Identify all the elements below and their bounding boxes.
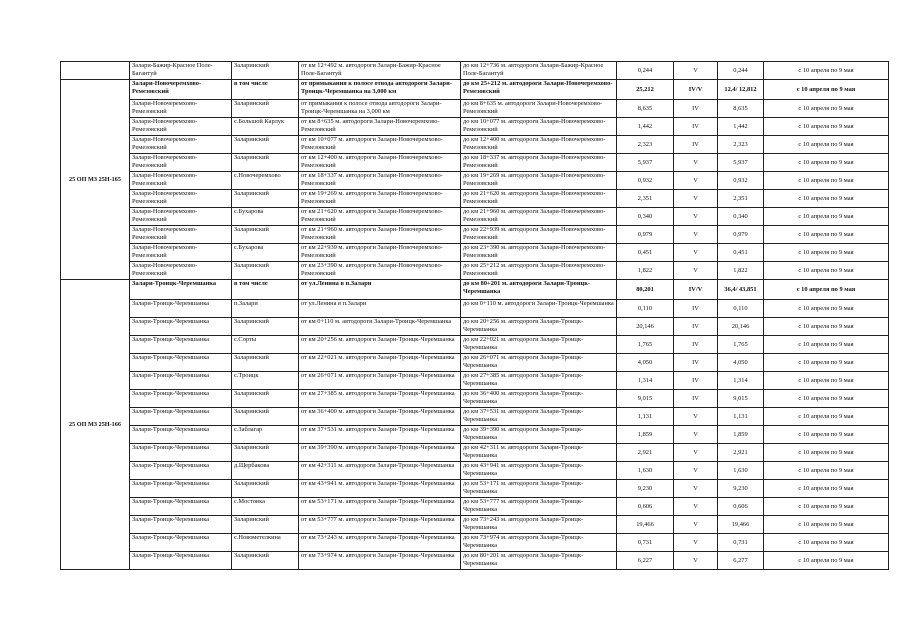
road-name-cell: Залари-Новочеремхово-Ремезовский xyxy=(130,118,232,136)
length-cell: 1,442 xyxy=(617,118,674,136)
category-length-cell: 0,244 xyxy=(718,62,764,80)
district-cell: Заларинский xyxy=(232,226,299,244)
category-cell: V xyxy=(674,244,718,262)
road-name-cell: Залари-Новочеремхово-Ремезовский xyxy=(130,100,232,118)
road-code-cell xyxy=(61,62,130,80)
category-cell: V xyxy=(674,62,718,80)
restriction-period-cell: с 10 апреля по 9 мая xyxy=(764,262,889,280)
segment-end-cell: до км 12+400 м. автодороги Залари-Новочеремхово-Ремезовский xyxy=(461,136,617,154)
category-cell: IV xyxy=(674,372,718,390)
road-name-cell: Залари-Троицк-Черемшанка xyxy=(130,336,232,354)
district-cell: Заларинский xyxy=(232,262,299,280)
table-row xyxy=(61,498,889,516)
length-cell: 0,244 xyxy=(617,62,674,80)
table-row xyxy=(61,516,889,534)
category-cell: V xyxy=(674,262,718,280)
length-cell: 1,765 xyxy=(617,336,674,354)
length-cell: 4,050 xyxy=(617,354,674,372)
category-cell: V xyxy=(674,534,718,552)
category-cell: IV xyxy=(674,318,718,336)
length-cell: 19,466 xyxy=(617,516,674,534)
segment-end-cell: до км 43+941 м. автодороги Залари-Троицк-Черемшанка xyxy=(461,462,617,480)
road-code-cell: 25 ОП МЗ 25Н-165 xyxy=(61,80,130,280)
category-length-cell: 8,635 xyxy=(718,100,764,118)
length-cell: 5,937 xyxy=(617,154,674,172)
segment-start-cell: от примыкания к полосе отвода автодороги Залари-Троицк-Черемшанка на 3,000 км xyxy=(299,80,461,100)
segment-end-cell: до км 80+201 м. автодороги Залари-Троицк-Черемшанка xyxy=(461,552,617,570)
table-row xyxy=(61,480,889,498)
length-cell: 80,201 xyxy=(617,280,674,300)
restriction-period-cell: с 10 апреля по 9 мая xyxy=(764,62,889,80)
road-name-cell: Залари-Троицк-Черемшанка xyxy=(130,408,232,426)
road-name-cell: Залари-Троицк-Черемшанка xyxy=(130,354,232,372)
segment-start-cell: от ул.Ленина в п.Залари xyxy=(299,280,461,300)
length-cell: 0,451 xyxy=(617,244,674,262)
category-length-cell: 1,630 xyxy=(718,462,764,480)
road-name-cell: Залари-Троицк-Черемшанка xyxy=(130,498,232,516)
segment-end-cell: до км 21+960 м. автодороги Залари-Новочеремхово-Ремезовский xyxy=(461,208,617,226)
table-row xyxy=(61,80,889,100)
category-length-cell: 5,937 xyxy=(718,154,764,172)
table-row xyxy=(61,462,889,480)
restriction-period-cell: с 10 апреля по 9 мая xyxy=(764,462,889,480)
district-cell: с.Заблагар xyxy=(232,426,299,444)
road-name-cell: Залари-Новочеремхово-Ремезовский xyxy=(130,154,232,172)
district-cell: Заларинский xyxy=(232,62,299,80)
restriction-period-cell: с 10 апреля по 9 мая xyxy=(764,498,889,516)
roads-table xyxy=(60,61,889,570)
segment-start-cell: от ул.Ленина в п.Залари xyxy=(299,300,461,318)
district-cell: Заларинский xyxy=(232,390,299,408)
segment-start-cell: от км 22+939 м. автодороги Залари-Новочеремхово-Ремезовский xyxy=(299,244,461,262)
restriction-period-cell: с 10 апреля по 9 мая xyxy=(764,154,889,172)
district-cell: с.Бухарова xyxy=(232,244,299,262)
restriction-period-cell: с 10 апреля по 9 мая xyxy=(764,534,889,552)
segment-end-cell: до км 39+390 м. автодороги Залари-Троицк-Черемшанка xyxy=(461,426,617,444)
restriction-period-cell: с 10 апреля по 9 мая xyxy=(764,516,889,534)
category-length-cell: 6,277 xyxy=(718,552,764,570)
district-cell: п.Залари xyxy=(232,300,299,318)
restriction-period-cell: с 10 апреля по 9 мая xyxy=(764,172,889,190)
road-name-cell: Залари-Новочеремхово-Ремезовский xyxy=(130,80,232,100)
segment-end-cell: до км 19+269 м. автодороги Залари-Новочеремхово-Ремезовский xyxy=(461,172,617,190)
segment-start-cell: от км 53+171 м. автодороги Залари-Троицк-Черемшанка xyxy=(299,498,461,516)
restriction-period-cell: с 10 апреля по 9 мая xyxy=(764,408,889,426)
length-cell: 8,635 xyxy=(617,100,674,118)
segment-end-cell: до км 37+531 м. автодороги Залари-Троицк-Черемшанка xyxy=(461,408,617,426)
segment-end-cell: до км 23+390 м. автодороги Залари-Новочеремхово-Ремезовский xyxy=(461,244,617,262)
category-length-cell: 1,442 xyxy=(718,118,764,136)
category-length-cell: 0,340 xyxy=(718,208,764,226)
district-cell: с.Большой Карлук xyxy=(232,118,299,136)
table-row xyxy=(61,444,889,462)
segment-start-cell: от км 12+492 м. автодороги Залари-Бажир-Красное Поле-Багантуй xyxy=(299,62,461,80)
segment-end-cell: до км 73+243 м. автодороги Залари-Троицк-Черемшанка xyxy=(461,516,617,534)
category-length-cell: 9,230 xyxy=(718,480,764,498)
district-cell: в том числе xyxy=(232,280,299,300)
table-row xyxy=(61,534,889,552)
category-length-cell: 1,314 xyxy=(718,372,764,390)
category-length-cell: 1,859 xyxy=(718,426,764,444)
district-cell: Заларинский xyxy=(232,190,299,208)
category-length-cell: 9,015 xyxy=(718,390,764,408)
category-cell: IV xyxy=(674,118,718,136)
district-cell: в том числе xyxy=(232,80,299,100)
district-cell: Заларинский xyxy=(232,136,299,154)
segment-start-cell: от км 73+243 м. автодороги Залари-Троицк-Черемшанка xyxy=(299,534,461,552)
district-cell: Заларинский xyxy=(232,408,299,426)
length-cell: 9,015 xyxy=(617,390,674,408)
road-name-cell: Залари-Новочеремхово-Ремезовский xyxy=(130,190,232,208)
restriction-period-cell: с 10 апреля по 9 мая xyxy=(764,318,889,336)
district-cell: Заларинский xyxy=(232,480,299,498)
restriction-period-cell: с 10 апреля по 9 мая xyxy=(764,336,889,354)
road-name-cell: Залари-Новочеремхово-Ремезовский xyxy=(130,262,232,280)
restriction-period-cell: с 10 апреля по 9 мая xyxy=(764,390,889,408)
category-cell: V xyxy=(674,498,718,516)
segment-start-cell: от км 26+071 м. автодороги Залари-Троицк-Черемшанка xyxy=(299,372,461,390)
district-cell: Заларинский xyxy=(232,552,299,570)
restriction-period-cell: с 10 апреля по 9 мая xyxy=(764,226,889,244)
category-length-cell: 2,921 xyxy=(718,444,764,462)
segment-start-cell: от примыкания к полосе отвода автодороги Залари-Троицк-Черемшанка на 3,000 км xyxy=(299,100,461,118)
length-cell: 0,979 xyxy=(617,226,674,244)
restriction-period-cell: с 10 апреля по 9 мая xyxy=(764,426,889,444)
segment-start-cell: от км 19+269 м. автодороги Залари-Новочеремхово-Ремезовский xyxy=(299,190,461,208)
segment-end-cell: до км 22+021 м. автодороги Залари-Троицк-Черемшанка xyxy=(461,336,617,354)
segment-end-cell: до км 25+212 м. автодороги Залари-Новочеремхово-Ремезовский xyxy=(461,80,617,100)
restriction-period-cell: с 10 апреля по 9 мая xyxy=(764,280,889,300)
restriction-period-cell: с 10 апреля по 9 мая xyxy=(764,480,889,498)
length-cell: 2,323 xyxy=(617,136,674,154)
district-cell: Заларинский xyxy=(232,154,299,172)
road-name-cell: Залари-Новочеремхово-Ремезовский xyxy=(130,172,232,190)
table-row xyxy=(61,244,889,262)
road-name-cell: Залари-Троицк-Черемшанка xyxy=(130,534,232,552)
segment-start-cell: от км 36+400 м. автодороги Залари-Троицк-Черемшанка xyxy=(299,408,461,426)
table-row xyxy=(61,354,889,372)
road-name-cell: Залари-Троицк-Черемшанка xyxy=(130,516,232,534)
category-length-cell: 36,4/ 43,851 xyxy=(718,280,764,300)
table-row xyxy=(61,426,889,444)
category-length-cell: 2,351 xyxy=(718,190,764,208)
length-cell: 1,630 xyxy=(617,462,674,480)
restriction-period-cell: с 10 апреля по 9 мая xyxy=(764,100,889,118)
segment-start-cell: от км 21+960 м. автодороги Залари-Новочеремхово-Ремезовский xyxy=(299,226,461,244)
district-cell: с.Новочеремхово xyxy=(232,172,299,190)
segment-start-cell: от км 23+390 м. автодороги Залари-Новочеремхово-Ремезовский xyxy=(299,262,461,280)
category-cell: V xyxy=(674,426,718,444)
segment-start-cell: от км 20+256 м. автодороги Залари-Троицк-Черемшанка xyxy=(299,336,461,354)
segment-end-cell: до км 20+256 м. автодороги Залари-Троицк-Черемшанка xyxy=(461,318,617,336)
table-row xyxy=(61,190,889,208)
segment-end-cell: до км 0+110 м. автодороги Залари-Троицк-Черемшанка xyxy=(461,300,617,318)
length-cell: 25,212 xyxy=(617,80,674,100)
segment-start-cell: от км 73+974 м. автодороги Залари-Троицк-Черемшанка xyxy=(299,552,461,570)
restriction-period-cell: с 10 апреля по 9 мая xyxy=(764,208,889,226)
road-name-cell: Залари-Троицк-Черемшанка xyxy=(130,444,232,462)
length-cell: 0,606 xyxy=(617,498,674,516)
table-row xyxy=(61,208,889,226)
table-row xyxy=(61,372,889,390)
segment-start-cell: от км 43+941 м. автодороги Залари-Троицк-Черемшанка xyxy=(299,480,461,498)
segment-end-cell: до км 21+620 м. автодороги Залари-Новочеремхово-Ремезовский xyxy=(461,190,617,208)
category-cell: V xyxy=(674,462,718,480)
segment-end-cell: до км 22+939 м. автодороги Залари-Новочеремхово-Ремезовский xyxy=(461,226,617,244)
restriction-period-cell: с 10 апреля по 9 мая xyxy=(764,244,889,262)
segment-start-cell: от км 39+390 м. автодороги Залари-Троицк-Черемшанка xyxy=(299,444,461,462)
segment-end-cell: до км 36+400 м. автодороги Залари-Троицк-Черемшанка xyxy=(461,390,617,408)
category-length-cell: 2,323 xyxy=(718,136,764,154)
category-cell: IV xyxy=(674,354,718,372)
road-name-cell: Залари-Новочеремхово-Ремезовский xyxy=(130,208,232,226)
segment-end-cell: до км 53+777 м. автодороги Залари-Троицк-Черемшанка xyxy=(461,498,617,516)
road-name-cell: Залари-Троицк-Черемшанка xyxy=(130,390,232,408)
length-cell: 1,314 xyxy=(617,372,674,390)
segment-end-cell: до км 73+974 м. автодороги Залари-Троицк-Черемшанка xyxy=(461,534,617,552)
category-cell: IV/V xyxy=(674,80,718,100)
table-row xyxy=(61,390,889,408)
road-name-cell: Залари-Бажир-Красное Поле-Багантуй xyxy=(130,62,232,80)
district-cell: Заларинский xyxy=(232,516,299,534)
district-cell: Заларинский xyxy=(232,318,299,336)
category-length-cell: 0,451 xyxy=(718,244,764,262)
category-cell: V xyxy=(674,516,718,534)
category-cell: IV xyxy=(674,336,718,354)
category-length-cell: 20,146 xyxy=(718,318,764,336)
district-cell: с.Бухарова xyxy=(232,208,299,226)
length-cell: 1,859 xyxy=(617,426,674,444)
length-cell: 2,921 xyxy=(617,444,674,462)
category-cell: V xyxy=(674,226,718,244)
district-cell: с.Троицк xyxy=(232,372,299,390)
district-cell: Заларинский xyxy=(232,100,299,118)
length-cell: 0,731 xyxy=(617,534,674,552)
category-cell: IV xyxy=(674,390,718,408)
restriction-period-cell: с 10 апреля по 9 мая xyxy=(764,300,889,318)
road-name-cell: Залари-Троицк-Черемшанка xyxy=(130,280,232,300)
category-cell: V xyxy=(674,480,718,498)
segment-end-cell: до км 42+311 м. автодороги Залари-Троицк-Черемшанка xyxy=(461,444,617,462)
length-cell: 9,230 xyxy=(617,480,674,498)
segment-start-cell: от км 10+077 м. автодороги Залари-Новочеремхово-Ремезовский xyxy=(299,136,461,154)
category-cell: IV xyxy=(674,136,718,154)
category-length-cell: 1,765 xyxy=(718,336,764,354)
restriction-period-cell: с 10 апреля по 9 мая xyxy=(764,372,889,390)
restriction-period-cell: с 10 апреля по 9 мая xyxy=(764,118,889,136)
length-cell: 1,822 xyxy=(617,262,674,280)
road-name-cell: Залари-Троицк-Черемшанка xyxy=(130,480,232,498)
category-cell: V xyxy=(674,408,718,426)
segment-start-cell: от км 53+777 м. автодороги Залари-Троицк-Черемшанка xyxy=(299,516,461,534)
segment-end-cell: до км 8+635 м. автодороги Залари-Новочеремхово-Ремезовский xyxy=(461,100,617,118)
segment-end-cell: до км 10+077 м. автодороги Залари-Новочеремхово-Ремезовский xyxy=(461,118,617,136)
table-row xyxy=(61,262,889,280)
district-cell: с.Новометелкина xyxy=(232,534,299,552)
district-cell: Заларинский xyxy=(232,444,299,462)
category-cell: IV/V xyxy=(674,280,718,300)
category-cell: IV xyxy=(674,100,718,118)
category-length-cell: 0,932 xyxy=(718,172,764,190)
segment-start-cell: от км 8+635 м. автодороги Залари-Новочеремхово-Ремезовский xyxy=(299,118,461,136)
road-name-cell: Залари-Троицк-Черемшанка xyxy=(130,462,232,480)
district-cell: с.Сорты xyxy=(232,336,299,354)
segment-end-cell: до км 53+171 м. автодороги Залари-Троицк-Черемшанка xyxy=(461,480,617,498)
road-name-cell: Залари-Троицк-Черемшанка xyxy=(130,426,232,444)
table-row xyxy=(61,318,889,336)
segment-end-cell: до км 27+385 м. автодороги Залари-Троицк-Черемшанка xyxy=(461,372,617,390)
table-row xyxy=(61,552,889,570)
segment-start-cell: от км 18+337 м. автодороги Залари-Новочеремхово-Ремезовский xyxy=(299,172,461,190)
segment-start-cell: от км 42+311 м. автодороги Залари-Троицк-Черемшанка xyxy=(299,462,461,480)
district-cell: д.Щербакова xyxy=(232,462,299,480)
road-name-cell: Залари-Новочеремхово-Ремезовский xyxy=(130,136,232,154)
restriction-period-cell: с 10 апреля по 9 мая xyxy=(764,136,889,154)
segment-start-cell: от км 27+385 м. автодороги Залари-Троицк-Черемшанка xyxy=(299,390,461,408)
category-length-cell: 0,731 xyxy=(718,534,764,552)
category-cell: IV xyxy=(674,300,718,318)
road-code-cell: 25 ОП МЗ 25Н-166 xyxy=(61,280,130,570)
table-row xyxy=(61,62,889,80)
segment-end-cell: до км 25+212 м. автодороги Залари-Новочеремхово-Ремезовский xyxy=(461,262,617,280)
segment-end-cell: до км 80+201 м. автодороги Залари-Троицк-Черемшанка xyxy=(461,280,617,300)
restriction-period-cell: с 10 апреля по 9 мая xyxy=(764,444,889,462)
table-row xyxy=(61,136,889,154)
category-length-cell: 0,110 xyxy=(718,300,764,318)
segment-start-cell: от км 22+021 м. автодороги Залари-Троицк-Черемшанка xyxy=(299,354,461,372)
table-row xyxy=(61,118,889,136)
category-length-cell: 1,822 xyxy=(718,262,764,280)
district-cell: с.Мостовка xyxy=(232,498,299,516)
table-row xyxy=(61,154,889,172)
segment-start-cell: от км 0+110 м. автодороги Залари-Троицк-Черемшанка xyxy=(299,318,461,336)
table-row xyxy=(61,172,889,190)
category-cell: V xyxy=(674,208,718,226)
category-length-cell: 12,4/ 12,812 xyxy=(718,80,764,100)
segment-start-cell: от км 21+620 м. автодороги Залари-Новочеремхово-Ремезовский xyxy=(299,208,461,226)
road-name-cell: Залари-Троицк-Черемшанка xyxy=(130,300,232,318)
category-length-cell: 0,606 xyxy=(718,498,764,516)
segment-start-cell: от км 12+400 м. автодороги Залари-Новочеремхово-Ремезовский xyxy=(299,154,461,172)
category-length-cell: 1,131 xyxy=(718,408,764,426)
road-name-cell: Залари-Новочеремхово-Ремезовский xyxy=(130,244,232,262)
table-row xyxy=(61,336,889,354)
restriction-period-cell: с 10 апреля по 9 мая xyxy=(764,354,889,372)
segment-end-cell: до км 12+736 м. автодороги Залари-Бажир-Красное Поле-Багантуй xyxy=(461,62,617,80)
road-name-cell: Залари-Новочеремхово-Ремезовский xyxy=(130,226,232,244)
district-cell: Заларинский xyxy=(232,354,299,372)
length-cell: 0,110 xyxy=(617,300,674,318)
restriction-period-cell: с 10 апреля по 9 мая xyxy=(764,552,889,570)
category-length-cell: 19,466 xyxy=(718,516,764,534)
table-row xyxy=(61,280,889,300)
road-name-cell: Залари-Троицк-Черемшанка xyxy=(130,552,232,570)
restriction-period-cell: с 10 апреля по 9 мая xyxy=(764,190,889,208)
category-cell: V xyxy=(674,552,718,570)
length-cell: 0,340 xyxy=(617,208,674,226)
length-cell: 6,227 xyxy=(617,552,674,570)
category-cell: V xyxy=(674,172,718,190)
table-row xyxy=(61,100,889,118)
segment-end-cell: до км 18+337 м. автодороги Залари-Новочеремхово-Ремезовский xyxy=(461,154,617,172)
category-length-cell: 0,979 xyxy=(718,226,764,244)
length-cell: 1,131 xyxy=(617,408,674,426)
table-row xyxy=(61,300,889,318)
category-length-cell: 4,050 xyxy=(718,354,764,372)
road-name-cell: Залари-Троицк-Черемшанка xyxy=(130,318,232,336)
category-cell: V xyxy=(674,154,718,172)
segment-end-cell: до км 26+071 м. автодороги Залари-Троицк-Черемшанка xyxy=(461,354,617,372)
segment-start-cell: от км 37+531 м. автодороги Залари-Троицк-Черемшанка xyxy=(299,426,461,444)
length-cell: 0,932 xyxy=(617,172,674,190)
table-row xyxy=(61,226,889,244)
table-row xyxy=(61,408,889,426)
category-cell: V xyxy=(674,190,718,208)
category-cell: V xyxy=(674,444,718,462)
road-name-cell: Залари-Троицк-Черемшанка xyxy=(130,372,232,390)
length-cell: 2,351 xyxy=(617,190,674,208)
length-cell: 20,146 xyxy=(617,318,674,336)
restriction-period-cell: с 10 апреля по 9 мая xyxy=(764,80,889,100)
